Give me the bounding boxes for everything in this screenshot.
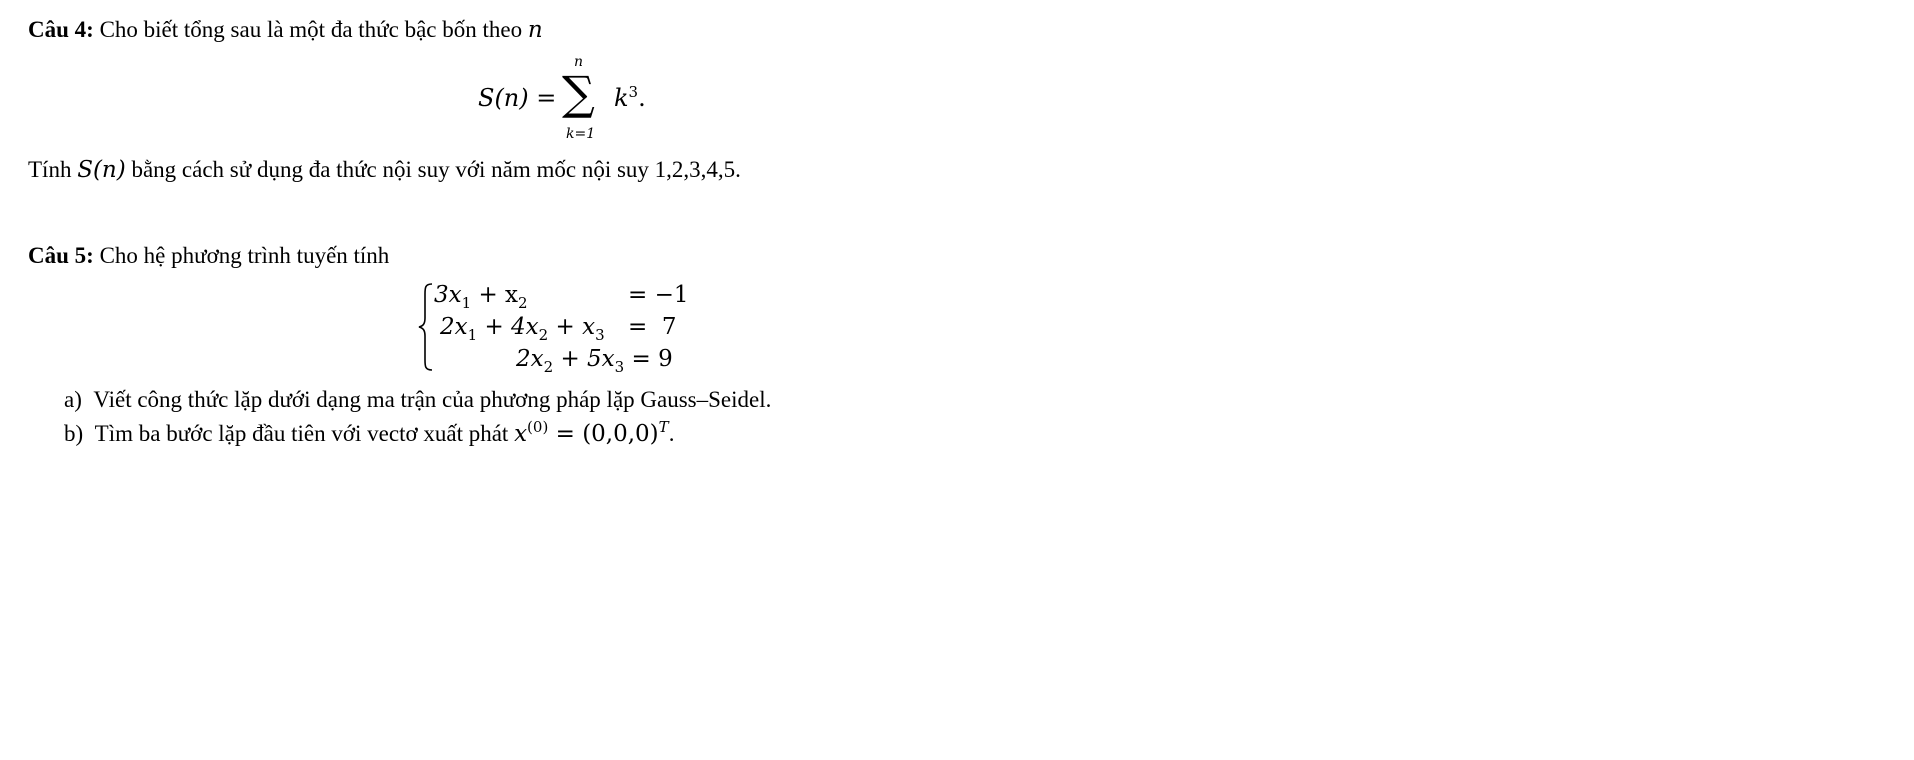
eq2-sub-2: 2 — [538, 326, 549, 344]
q4-task-line — [28, 156, 741, 184]
eq2-term-3: + x — [548, 314, 596, 340]
q4-task-fn: S(n) — [77, 157, 126, 183]
q5-label: Câu 5: — [28, 243, 94, 268]
equation-3 — [516, 346, 673, 376]
q4-task-prefix: Tính — [28, 157, 78, 182]
q5-item-b — [64, 420, 674, 448]
equation-1 — [434, 282, 528, 312]
item-a-letter: a) — [64, 387, 82, 412]
equation-2 — [440, 314, 605, 344]
q4-task-suffix: bằng cách sử dụng đa thức nội suy với năm mốc nội suy 1,2,3,4,5. — [125, 157, 741, 182]
eq3-rhs: = 9 — [624, 346, 673, 372]
sum-formula — [474, 54, 674, 146]
eq1-sub-2: 2 — [518, 294, 528, 312]
eq1-term-2: + x — [471, 282, 519, 308]
eq3-term-1: 2x — [516, 346, 544, 372]
sum-rhs-exp: 3 — [628, 83, 639, 101]
sigma-symbol: ∑ — [562, 66, 595, 120]
sum-rhs-base: k — [614, 84, 629, 112]
q4-label: Câu 4: — [28, 17, 94, 42]
item-a-text: Viết công thức lặp dưới dạng ma trận của phương pháp lặp Gauss–Seidel. — [93, 387, 772, 412]
eq2-sub-3: 3 — [595, 326, 605, 344]
q5-item-a — [64, 386, 771, 414]
eq2-term-2: + 4x — [477, 314, 539, 340]
equation-2-rhs: = 7 — [628, 314, 677, 340]
item-b-math-eq: = (0,0,0) — [548, 421, 659, 447]
item-b-text: Tìm ba bước lặp đầu tiên với vectơ xuất phát — [94, 421, 515, 446]
eq1-term-1: 3x — [434, 282, 462, 308]
sum-lhs: S(n) = — [478, 84, 557, 112]
equation-1-rhs: = −1 — [628, 282, 689, 308]
item-b-end: . — [668, 421, 675, 446]
sum-upper-limit: n — [574, 54, 584, 70]
eq3-term-2: + 5x — [553, 346, 615, 372]
eq1-sub-1: 1 — [461, 294, 472, 312]
eq3-sub-1: 2 — [543, 358, 554, 376]
item-b-math-T: T — [658, 418, 669, 436]
item-b-letter: b) — [64, 421, 84, 446]
eq3-sub-2: 3 — [614, 358, 625, 376]
left-brace — [418, 282, 434, 372]
equation-system — [418, 282, 718, 376]
item-b-math-x: x — [514, 421, 528, 447]
q5-title-line — [28, 242, 389, 270]
q4-intro: Cho biết tổng sau là một đa thức bậc bốn theo — [93, 17, 528, 42]
q4-title-line — [28, 16, 543, 44]
eq2-sub-1: 1 — [467, 326, 478, 344]
q5-intro: Cho hệ phương trình tuyến tính — [93, 243, 390, 268]
sum-rhs-end: . — [638, 84, 646, 112]
sum-lower-limit: k=1 — [566, 126, 596, 142]
item-b-math-sup: (0) — [527, 418, 549, 436]
eq2-term-1: 2x — [440, 314, 468, 340]
q4-var-n: n — [527, 17, 543, 43]
sum-rhs — [614, 84, 646, 113]
